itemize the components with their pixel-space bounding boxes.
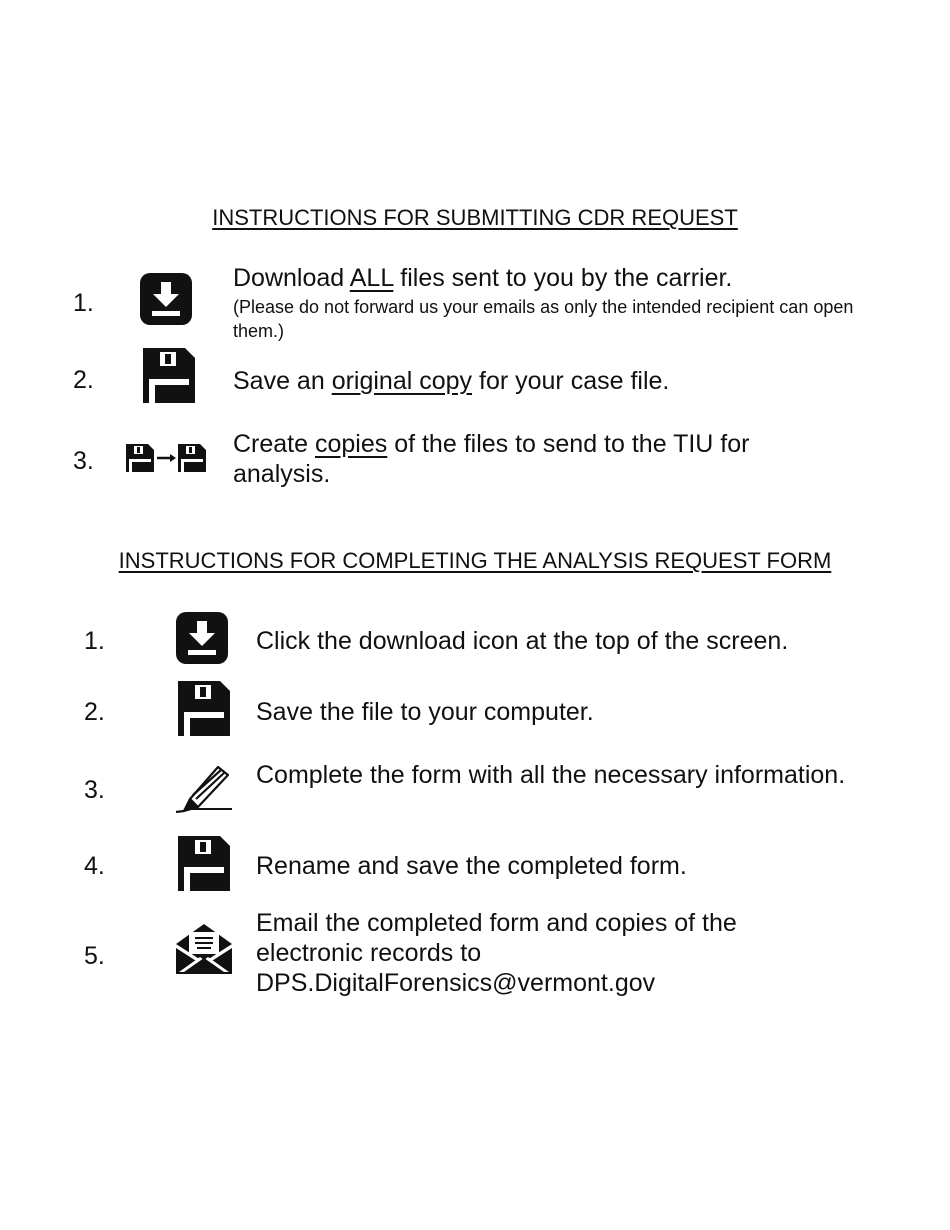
section2-step5-number: 5. — [84, 942, 105, 970]
section2-step4-text: Rename and save the completed form. — [256, 852, 687, 880]
section2-step3-text: Complete the form with all the necessary information. — [256, 761, 846, 789]
emphasis-all: ALL — [349, 264, 394, 292]
floppy-disk-icon — [178, 836, 230, 891]
email-address-link[interactable]: DPS.DigitalForensics@vermont.gov — [256, 969, 656, 997]
open-envelope-icon — [176, 922, 232, 974]
section1-step3-text: Create copies of the files to send to the TIU for analysis. — [233, 430, 750, 488]
download-icon — [140, 273, 192, 325]
section2-step4-number: 4. — [84, 852, 105, 880]
pencil-icon — [176, 761, 232, 813]
section1-heading: INSTRUCTIONS FOR SUBMITTING CDR REQUEST — [212, 205, 738, 230]
section2-step3-number: 3. — [84, 776, 105, 804]
section2-heading: INSTRUCTIONS FOR COMPLETING THE ANALYSIS REQUEST FORM — [118, 548, 832, 573]
download-icon — [176, 612, 228, 664]
section2-step1-number: 1. — [84, 627, 105, 655]
section2-step2-number: 2. — [84, 698, 105, 726]
section1-step2-number: 2. — [73, 366, 94, 394]
section1-step1-note: (Please do not forward us your emails as only the intended recipient can open them.) — [233, 297, 854, 341]
floppy-disk-icon — [178, 681, 230, 736]
section2-step2-text: Save the file to your computer. — [256, 698, 594, 726]
copy-disks-icon — [126, 444, 206, 472]
section2-step1-text: Click the download icon at the top of the screen. — [256, 627, 789, 655]
floppy-disk-icon — [143, 348, 195, 403]
section2-step5-text: Email the completed form and copies of the electronic records to DPS.DigitalForensics@vermont.gov — [256, 909, 737, 997]
emphasis-copies: copies — [314, 430, 388, 458]
emphasis-original-copy: original copy — [331, 367, 473, 395]
section1-step3-number: 3. — [73, 447, 94, 475]
section1-step1-number: 1. — [73, 289, 94, 317]
section1-step1-text: Download ALL files sent to you by the carrier. (Please do not forward us your emails as only the intended recipient can open them.) — [233, 263, 883, 343]
section1-step2-text: Save an original copy for your case file. — [233, 367, 670, 395]
